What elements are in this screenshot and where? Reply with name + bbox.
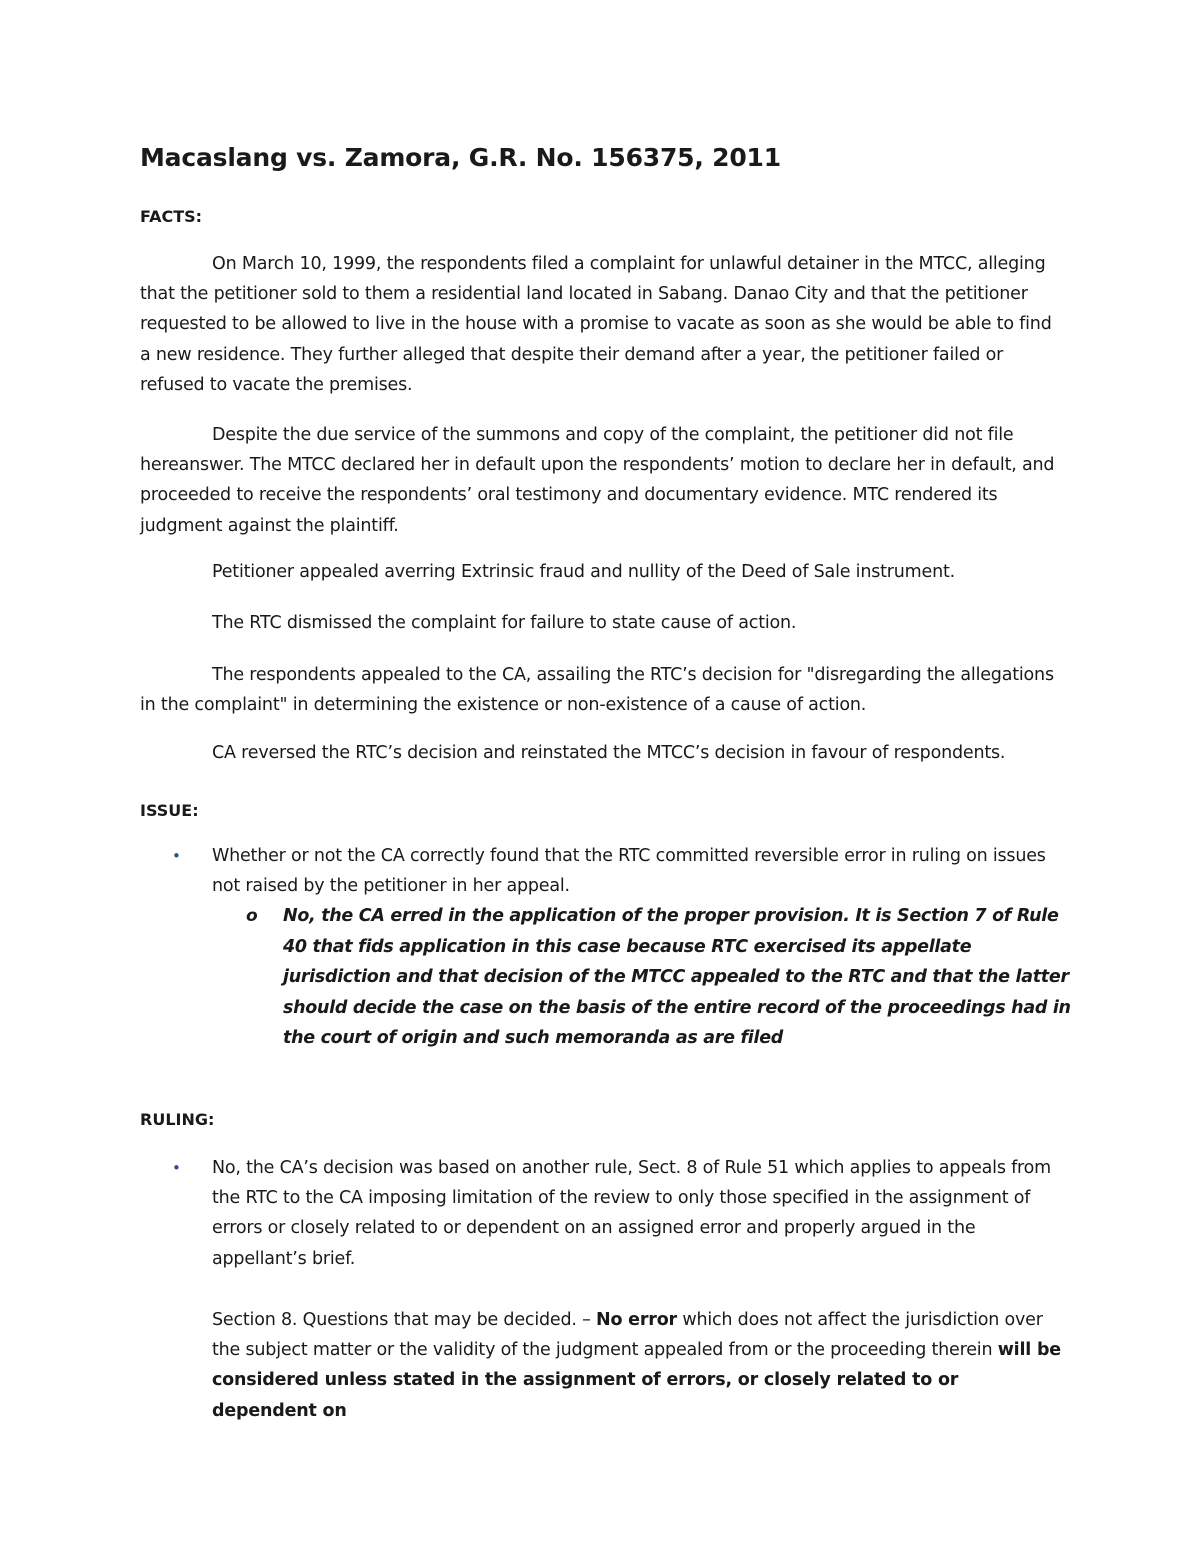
section-8-emphasis-1: No error	[596, 1310, 677, 1330]
section-8-heading: Section 8. Questions that may be decided. –	[212, 1310, 597, 1330]
facts-paragraph-2-text: Despite the due service of the summons and copy of the complaint, the petitioner did not file hereanswer. The MTCC declared her in default upon the respondents’ motion to declare her in default, and proceeded to receive the respondents’ oral testimony and documentary evidence. MTC rendered its judgment against the plaintiff.	[140, 425, 1055, 536]
bullet-icon: •	[172, 1159, 181, 1177]
ruling-text: No, the CA’s decision was based on another rule, Sect. 8 of Rule 51 which applies to appeals from the RTC to the CA imposing limitation of the review to only those specified in the assignment of errors or closely related to or dependent on an assigned error and properly argued in the appellant’s brief.	[212, 1158, 1052, 1269]
facts-paragraph-5-text: The respondents appealed to the CA, assailing the RTC’s decision for "disregarding the allegations in the complaint" in determining the existence or non-existence of a cause of action.	[140, 665, 1054, 716]
facts-paragraph-1-text: On March 10, 1999, the respondents filed a complaint for unlawful detainer in the MTCC, alleging that the petitioner sold to them a residential land located in Sabang. Danao City and that the petitioner requested to be allowed to live in the house with a promise to vacate as soon as she would be able to find a new residence. They further alleged that despite their demand after a year, the petitioner failed or refused to vacate the premises.	[140, 254, 1052, 395]
facts-paragraph-5	[140, 660, 1060, 720]
facts-paragraph-1	[140, 249, 1060, 400]
facts-heading: FACTS:	[140, 207, 203, 226]
issue-answer-text: No, the CA erred in the application of the proper provision. It is Section 7 of Rule 40 that fids application in this case because RTC exercised its appellate jurisdiction and that decision of the MTCC appealed to the RTC and that the latter should decide the case on the basis of the entire record of the proceedings had in the court of origin and such memoranda as are filed	[283, 906, 1071, 1049]
sub-bullet-icon: o	[246, 906, 258, 926]
section-8-emphasis-2: will be considered unless stated in the assignment of errors, or closely related to or dependent on	[212, 1340, 1061, 1421]
section-8-quote	[212, 1305, 1062, 1426]
issue-text: Whether or not the CA correctly found that the RTC committed reversible error in ruling on issues not raised by the petitioner in her appeal.	[212, 846, 1046, 897]
facts-paragraph-2	[140, 420, 1060, 541]
case-title: Macaslang vs. Zamora, G.R. No. 156375, 2011	[140, 143, 781, 172]
facts-paragraph-3: Petitioner appealed averring Extrinsic fraud and nullity of the Deed of Sale instrument.	[212, 562, 956, 582]
issue-heading: ISSUE:	[140, 801, 199, 820]
bullet-icon: •	[172, 847, 181, 865]
ruling-heading: RULING:	[140, 1110, 215, 1129]
facts-paragraph-4: The RTC dismissed the complaint for failure to state cause of action.	[212, 613, 797, 633]
section-8-body: which does not affect the jurisdiction over the subject matter or the validity of the judgment appealed from or the proceeding therein	[212, 1310, 1043, 1361]
facts-paragraph-6: CA reversed the RTC’s decision and reinstated the MTCC’s decision in favour of respondents.	[212, 743, 1006, 763]
